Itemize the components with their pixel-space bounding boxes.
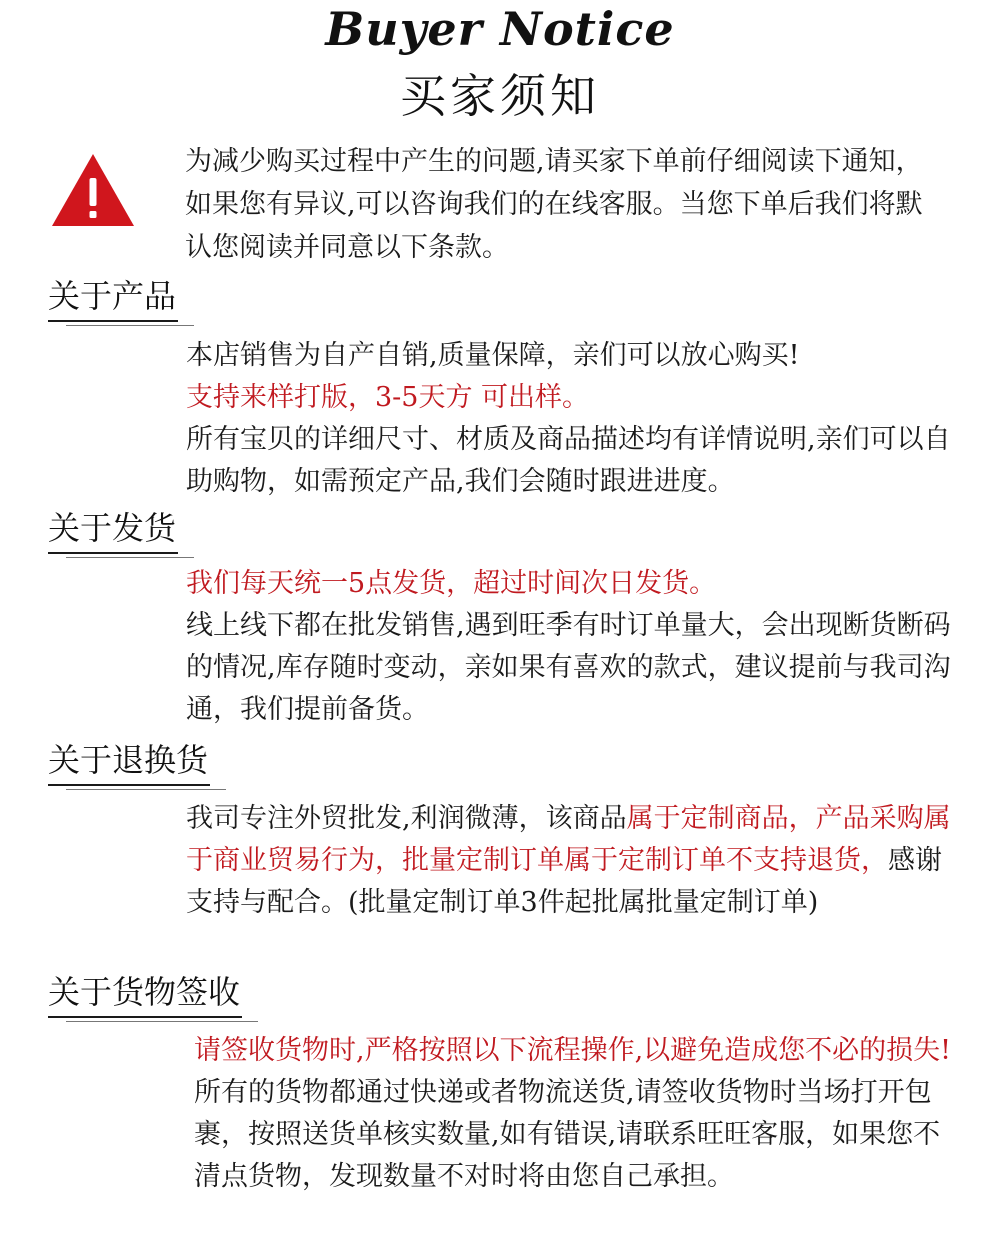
returns-text-b: 属于定制商品，产品采购属于商业贸易行为，批量定制订单属于定制订单不支持退货， xyxy=(186,803,951,876)
page-title-cn: 买家须知 xyxy=(400,69,600,123)
heading-underline xyxy=(48,784,210,786)
section-heading-product xyxy=(48,276,176,316)
intro-text: 为减少购买过程中产生的问题,请买家下单前仔细阅读下通知，如果您有异议,可以咨询我们的在线客服。当您下单后我们将默认您阅读并同意以下条款。 xyxy=(185,146,923,263)
section-heading-receipt xyxy=(48,972,240,1012)
section-body-receipt xyxy=(194,1030,954,1198)
heading-underline-shadow xyxy=(66,325,194,326)
heading-underline-shadow xyxy=(66,789,226,790)
section-heading-returns xyxy=(48,740,208,780)
heading-underline xyxy=(48,320,178,322)
shipping-paragraph-1: 我们每天统一5点发货，超过时间次日发货。 xyxy=(186,568,717,599)
heading-label: 关于产品 xyxy=(48,277,177,315)
product-paragraph-3: 所有宝贝的详细尺寸、材质及商品描述均有详情说明,亲们可以自助购物，如需预定产品,我们会随时跟进进度。 xyxy=(186,424,951,497)
heading-underline xyxy=(48,552,178,554)
section-body-product xyxy=(186,335,956,503)
heading-underline xyxy=(48,1016,242,1018)
section-body-shipping xyxy=(186,563,956,731)
product-paragraph-2: 支持来样打版，3-5天方 可出样。 xyxy=(186,382,590,413)
heading-underline-shadow xyxy=(66,557,194,558)
shipping-paragraph-2: 线上线下都在批发销售,遇到旺季有时订单量大，会出现断货断码的情况,库存随时变动，亲如果有喜欢的款式，建议提前与我司沟通，我们提前备货。 xyxy=(186,610,951,725)
heading-label: 关于货物签收 xyxy=(48,973,241,1011)
returns-text-c: 感谢支持与配合。(批量定制订单3件起批属批量定制订单) xyxy=(186,845,942,918)
section-heading-shipping xyxy=(48,508,176,548)
returns-text-a: 我司专注外贸批发,利润微薄，该商品 xyxy=(186,803,627,834)
heading-label: 关于发货 xyxy=(48,509,177,547)
warning-icon xyxy=(50,152,136,228)
page-title-en: Buyer Notice xyxy=(325,2,675,56)
receipt-text-a: 请签收货物时,严格按照以下流程操作,以避免造成您不必的损失! xyxy=(194,1035,952,1066)
heading-underline-shadow xyxy=(66,1021,258,1022)
receipt-paragraph xyxy=(194,1030,954,1198)
receipt-text-b: 所有的货物都通过快递或者物流送货,请签收货物时当场打开包裹，按照送货单核实数量,如有错误,请联系旺旺客服，如果您不清点货物，发现数量不对时将由您自己承担。 xyxy=(194,1077,941,1192)
returns-paragraph xyxy=(186,798,956,924)
section-body-returns xyxy=(186,798,956,924)
product-paragraph-1: 本店销售为自产自销,质量保障，亲们可以放心购买! xyxy=(186,340,800,371)
heading-label: 关于退换货 xyxy=(48,741,209,779)
